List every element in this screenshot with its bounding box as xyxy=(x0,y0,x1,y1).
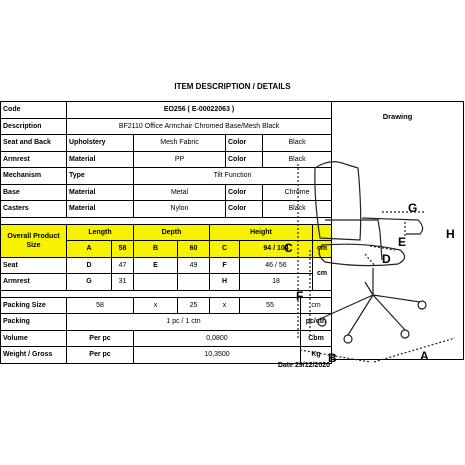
caster xyxy=(418,301,426,309)
dim-h-letter: H xyxy=(210,274,240,291)
caster xyxy=(344,335,352,343)
label-g: G xyxy=(408,201,418,215)
packing-size-depth: 25 xyxy=(178,297,210,314)
document-title: ITEM DESCRIPTION / DETAILS xyxy=(174,82,291,91)
caster xyxy=(401,330,409,338)
seat-dims-label: Seat xyxy=(1,257,67,274)
packing-label: Packing xyxy=(1,314,67,331)
seat-sub: Upholstery xyxy=(67,135,134,152)
weight-label: Weight / Gross xyxy=(1,347,67,364)
overall-size-label: Overall Product Size xyxy=(1,224,67,257)
armrest-material: PP xyxy=(134,151,226,168)
weight-value: 10,3500 xyxy=(134,347,301,364)
label-d: D xyxy=(382,252,391,266)
description-row xyxy=(1,118,332,135)
base-label: Base xyxy=(1,184,67,201)
dim-c-value: 94 / 104 xyxy=(240,241,313,258)
base-color: Chrome xyxy=(263,184,332,201)
dim-e-letter: E xyxy=(134,257,178,274)
packing-size-height: 55 xyxy=(240,297,301,314)
dim-g-value: 31 xyxy=(112,274,134,291)
chair-base xyxy=(322,282,420,335)
label-h: H xyxy=(446,227,455,241)
weight-unit: Kg xyxy=(301,347,332,364)
length-label: Length xyxy=(67,224,134,241)
mechanism-value: Tilt Function xyxy=(134,168,332,185)
drawing-label: Drawing xyxy=(382,112,413,121)
packing-size-unit: cm xyxy=(301,297,332,314)
armrest-color-label: Color xyxy=(226,151,263,168)
casters-color: Black xyxy=(263,201,332,218)
base-color-label: Color xyxy=(226,184,263,201)
packing-size-label: Packing Size xyxy=(1,297,67,314)
code-value: EO256 ( E-00022063 ) xyxy=(67,102,332,119)
base-material: Metal xyxy=(134,184,226,201)
seat-dims-unit: cm xyxy=(313,257,332,290)
casters-color-label: Color xyxy=(226,201,263,218)
armrest-label: Armrest xyxy=(1,151,67,168)
label-b: B xyxy=(328,351,337,365)
packing-size-length: 58 xyxy=(67,297,134,314)
dim-h-value: 18 xyxy=(240,274,313,291)
dim-f-value: 46 / 56 xyxy=(240,257,313,274)
packing-size-x1: x xyxy=(134,297,178,314)
weight-per: Per pc xyxy=(67,347,134,364)
casters-label: Casters xyxy=(1,201,67,218)
volume-value: 0,0800 xyxy=(134,330,301,347)
description-value: BF2110 Office Armchair Chromed Base/Mesh Black xyxy=(67,118,332,135)
seat-label: Seat and Back xyxy=(1,135,67,152)
dim-g-letter: G xyxy=(67,274,112,291)
volume-per: Per pc xyxy=(67,330,134,347)
casters-material: Nylon xyxy=(134,201,226,218)
dim-b-value: 60 xyxy=(178,241,210,258)
dim-e-value: 49 xyxy=(178,257,210,274)
seat-color-label: Color xyxy=(226,135,263,152)
seat-row xyxy=(1,135,332,152)
overall-unit: cm xyxy=(313,241,332,258)
armrest-dims-label: Armrest xyxy=(1,274,67,291)
casters-sub: Material xyxy=(67,201,134,218)
mechanism-label: Mechanism xyxy=(1,168,67,185)
dim-a-letter: A xyxy=(67,241,112,258)
packing-unit: pc/ctn xyxy=(301,314,332,331)
chair-drawing xyxy=(270,150,460,365)
volume-unit: Cbm xyxy=(301,330,332,347)
dim-f-letter: F xyxy=(210,257,240,274)
volume-label: Volume xyxy=(1,330,67,347)
label-e: E xyxy=(398,235,407,249)
mechanism-sub: Type xyxy=(67,168,134,185)
armrest-color: Black xyxy=(263,151,332,168)
base-sub: Material xyxy=(67,184,134,201)
depth-label: Depth xyxy=(134,224,210,241)
dim-line-a xyxy=(374,338,455,362)
label-c: C xyxy=(284,241,293,255)
height-label: Height xyxy=(210,224,313,241)
dim-b-letter: B xyxy=(134,241,178,258)
label-f: F xyxy=(296,289,304,303)
packing-size-x2: x xyxy=(210,297,240,314)
chair-backrest xyxy=(315,162,361,240)
seat-color: Black xyxy=(263,135,332,152)
description-label: Description xyxy=(1,118,67,135)
dim-line-d xyxy=(365,254,375,266)
dim-a-value: 58 xyxy=(112,241,134,258)
packing-value: 1 pc / 1 ctn xyxy=(67,314,301,331)
label-a: A xyxy=(420,349,429,363)
chair-seat xyxy=(319,244,404,265)
caster xyxy=(318,318,326,326)
code-row xyxy=(1,102,332,119)
dim-d-value: 47 xyxy=(112,257,134,274)
code-label: Code xyxy=(1,102,67,119)
dim-c-letter: C xyxy=(210,241,240,258)
seat-material: Mesh Fabric xyxy=(134,135,226,152)
document-date: Date 29/12/2020 xyxy=(277,362,330,369)
dim-d-letter: D xyxy=(67,257,112,274)
armrest-sub: Material xyxy=(67,151,134,168)
